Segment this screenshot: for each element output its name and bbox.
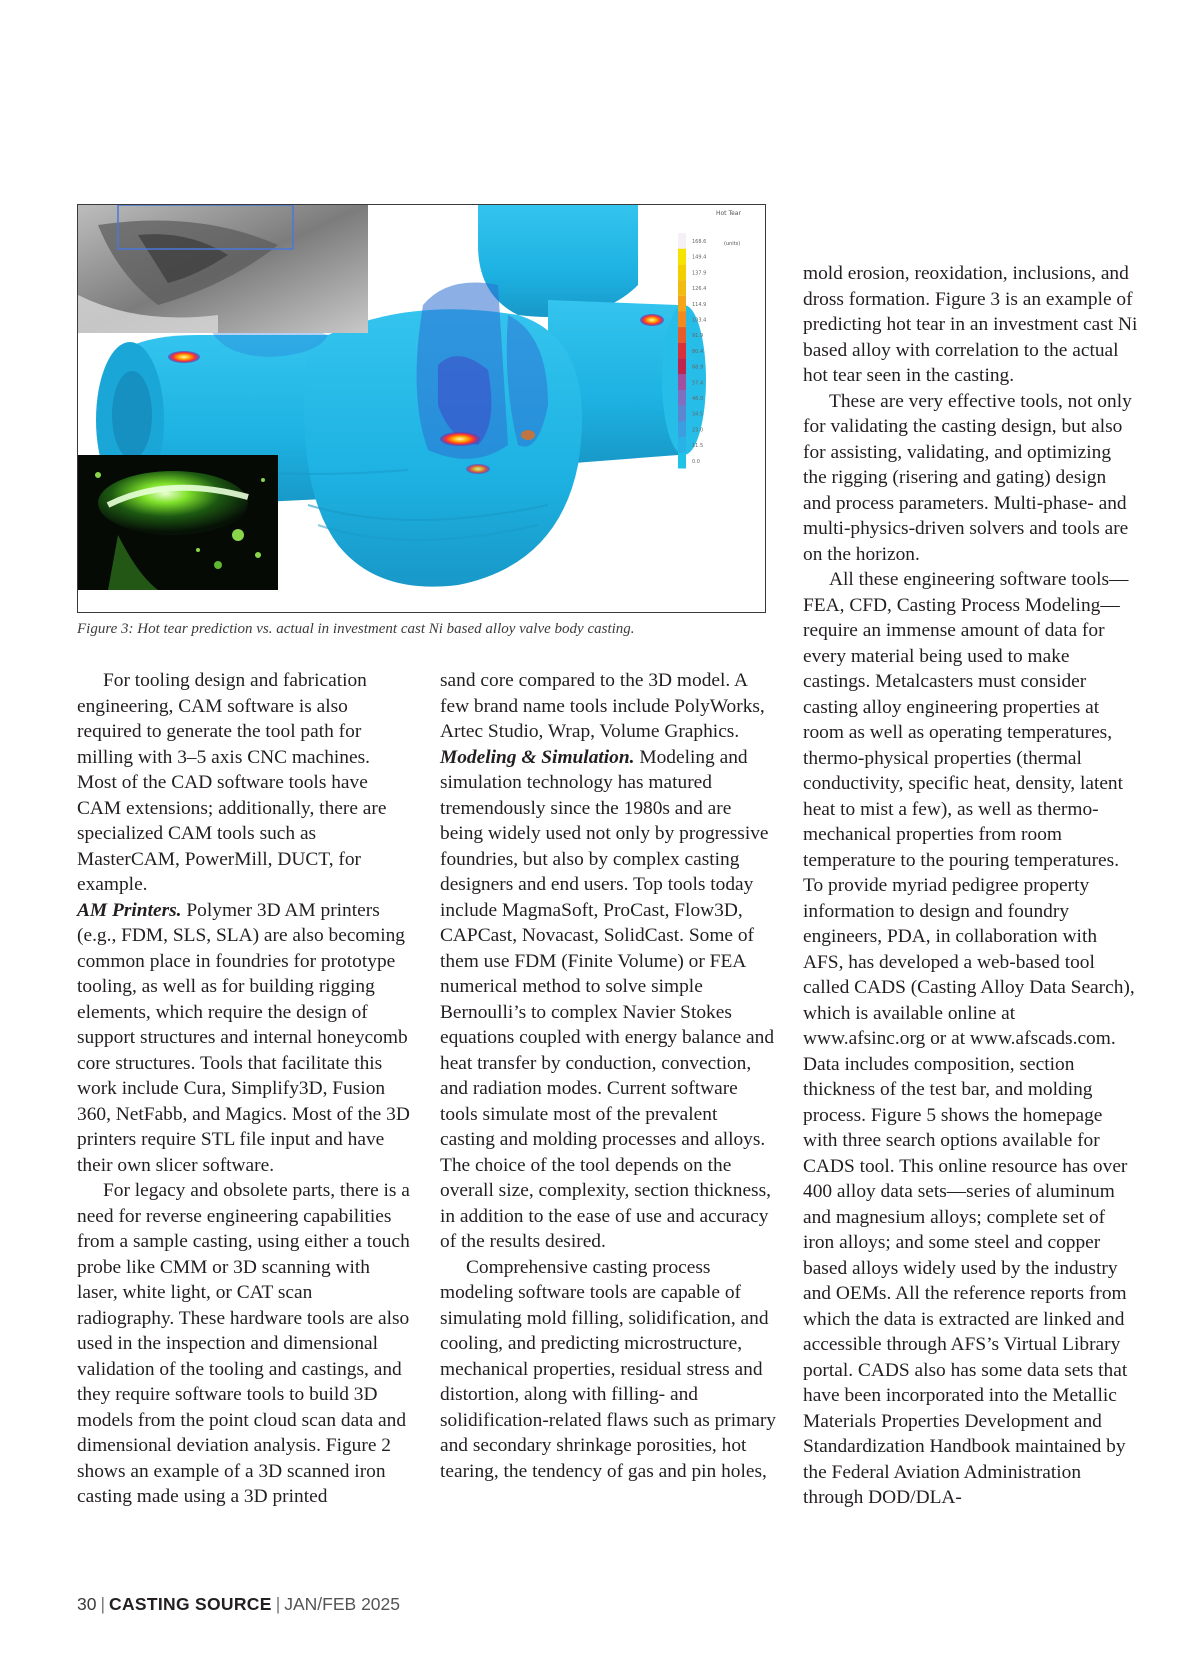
legend-swatch [678,327,686,343]
legend-value: 34.5 [692,411,704,418]
legend-value: 126.4 [692,286,707,293]
legend-swatch [678,249,686,265]
legend-value: 137.9 [692,270,707,277]
paragraph: mold erosion, reoxidation, inclusions, and dross formation. Figure 3 is an example of predicting hot tear in an investment cast Ni based alloy with correlation to the actual hot tear seen in the casting. [803,263,1138,386]
legend-value: 46.0 [692,396,704,402]
page-number: 30 [77,1594,97,1614]
legend-value: 57.4 [692,380,704,387]
issue-date: JAN/FEB 2025 [284,1594,400,1614]
hot-tear-spot [440,432,480,446]
legend-value: 114.9 [692,301,707,308]
section-lead-am-printers: AM Printers. [77,899,182,921]
publication-name: CASTING SOURCE [109,1594,272,1614]
legend-swatch [678,390,686,406]
paragraph [77,898,413,1179]
legend-swatch [678,421,686,437]
paragraph: Comprehensive casting process modeling software tools are capable of simulating mold filling, solidification, and cooling, and predicting microstructure, mechanical properties, residual stress and distortion, along with filling- and solidification-related flaws such as primary and secondary shrinkage porosities, hot tearing, the tendency of gas and pin holes, [440,1256,776,1482]
legend-value: 11.5 [692,443,704,450]
hot-tear-spot [640,314,664,326]
legend-swatch [678,233,686,249]
paragraph: All these engineering software tools—FEA, CFD, Casting Process Modeling—require an immense amount of data for every material being used to make castings. Metalcasters must consider casting alloy engineering properties at room as well as operating temperatures, thermo-physical properties (thermal conductivity, specific heat, density, latent heat to mist a few), as well as thermo-mechanical properties from room temperature to the pouring temperatures. To provide myriad pedigree property information to design and foundry engineers, PDA, in collaboration with AFS, has developed a web-based tool called CADS (Casting Alloy Data Search), which is available online at www.afsinc.org or at www.afscads.com. Data includes composition, section thickness of the test bar, and molding process. Figure 5 shows the homepage with three search options available for CADS tool. This online resource has over 400 alloy data sets—series of aluminum and magnesium alloys; complete set of iron alloys; and some steel and copper based alloys widely used by the industry and OEMs. All the reference reports from which the data is extracted are linked and accessible through AFS’s Virtual Library portal. CADS also has some data sets that have been incorporated into the Metallic Materials Properties Development and Standardization Handbook maintained by the Federal Aviation Administration through DOD/DLA- [803,569,1135,1508]
section-lead-modeling-simulation: Modeling & Simulation. [440,746,635,768]
text-column-1 [77,668,413,1510]
legend-value: 80.4 [692,348,704,355]
figure-3 [77,204,766,613]
legend-value: 68.9 [692,364,704,371]
legend-value: 0.0 [692,458,700,465]
hot-tear-spot [466,464,490,474]
hot-tear-spot [168,351,200,363]
legend-swatch [678,453,686,469]
hot-tear-simulation-image [78,205,765,612]
paragraph-text: Modeling and simulation technology has matured tremendously since the 1980s and are being widely used not only by progressive foundries, but also by complex casting designers and end users. Top tools today include MagmaSoft, ProCast, Flow3D, CAPCast, Novacast, SolidCast. Some of them use FDM (Finite Volume) or FEA numerical method to solve simple Bernoulli’s to complex Navier Stokes equations coupled with energy balance and heat transfer by conduction, convection, and radiation modes. Current software tools simulate most of the prevalent casting and molding processes and alloys. The choice of the tool depends on the overall size, complexity, section thickness, in addition to the ease of use and accuracy of the results desired. [440,746,775,1252]
casting-photo-inset [78,205,368,333]
legend-swatch [678,280,686,296]
paragraph: These are very effective tools, not only for validating the casting design, but also for assisting, validating, and optimizing the rigging (risering and gating) design and process parameters. Multi-phase- and multi-physics-driven solvers and tools are on the horizon. [803,390,1132,565]
legend-value: 149.4 [692,254,707,261]
paragraph-text: Polymer 3D AM printers (e.g., FDM, SLS, SLA) are also becoming common place in foundries for prototype tooling, as well as for building rigging elements, which require the design of support structures and internal honeycomb core structures. Tools that facilitate this work include Cura, Simplify3D, Fusion 360, NetFabb, and Magics. Most of the 3D printers require STL file input and have their own slicer software. [77,899,410,1176]
figure-caption: Figure 3: Hot tear prediction vs. actual in investment cast Ni based alloy valve body casting. [77,621,635,637]
legend-swatch [678,343,686,359]
paragraph: sand core compared to the 3D model. A few brand name tools include PolyWorks, Artec Studio, Wrap, Volume Graphics. [440,670,765,742]
legend-swatch [678,264,686,280]
legend-swatch [678,406,686,422]
page-footer: 30 | CASTING SOURCE | JAN/FEB 2025 [77,1594,400,1614]
legend-value: 23.0 [692,427,704,434]
legend-swatch [678,296,686,312]
legend-unit: (units) [724,241,741,247]
legend-swatch [678,312,686,328]
legend-title: Hot Tear [716,210,741,217]
paragraph: For tooling design and fabrication engineering, CAM software is also required to generate the tool path for milling with 3–5 axis CNC machines. Most of the CAD software tools have CAM extensions; additionally, there are specialized CAM tools such as MasterCAM, PowerMill, DUCT, for example. [77,670,387,895]
paragraph: For legacy and obsolete parts, there is a need for reverse engineering capabilities from a sample casting, using either a touch probe like CMM or 3D scanning with laser, white light, or CAT scan radiography. These hardware tools are also used in the inspection and dimensional validation of the tooling and castings, and they require software tools to build 3D models from the point cloud scan data and dimensional deviation analysis. Figure 2 shows an example of a 3D scanned iron casting made using a 3D printed [77,1180,410,1507]
paragraph [440,745,776,1255]
text-column-2 [440,668,776,1484]
legend-value: 103.4 [692,317,707,324]
legend-swatch [678,437,686,453]
legend-swatch [678,374,686,390]
legend-value: 91.9 [692,333,704,340]
text-column-3 [803,261,1139,1511]
legend-value: 168.6 [692,239,707,245]
fluorescent-inspection-inset [78,455,278,590]
legend-swatch [678,359,686,375]
